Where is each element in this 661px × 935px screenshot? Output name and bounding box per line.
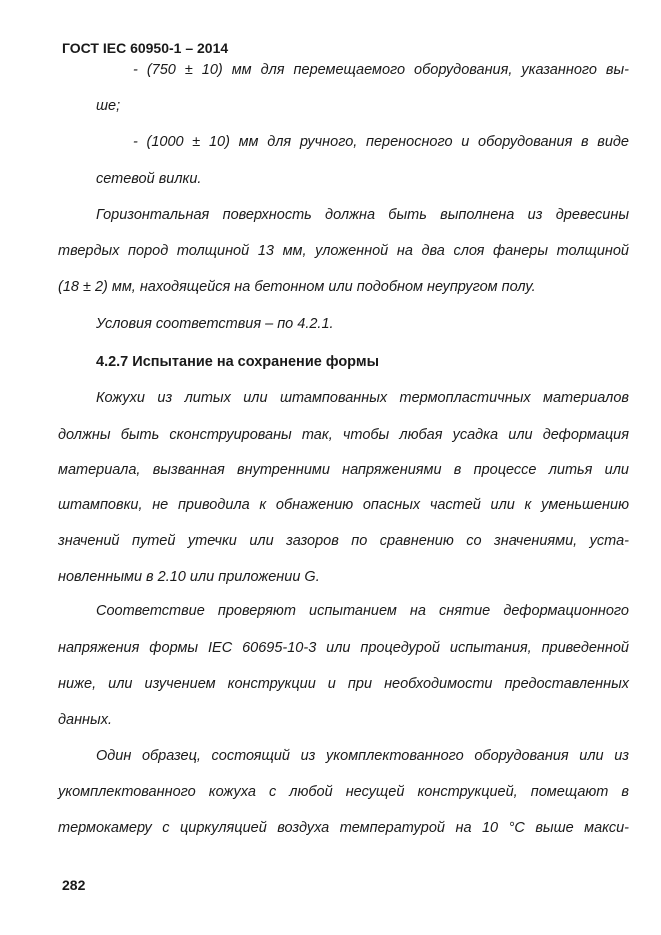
text-line: укомплектованного кожуха с любой несущей конструкцией, помещают в [58,784,629,800]
text-line: Горизонтальная поверхность должна быть выполнена из древесины [96,207,629,223]
text-line: (18 ± 2) мм, находящейся на бетонном или подобном неупругом полу. [58,279,536,295]
text-line: напряжения формы IEC 60695-10-3 или процедурой испытания, приведенной [58,640,629,656]
text-line: термокамеру с циркуляцией воздуха температурой на 10 °С выше макси- [58,820,629,836]
text-line: сетевой вилки. [96,171,202,187]
text-line: Соответствие проверяют испытанием на снятие деформационного [96,603,629,619]
text-line: штамповки, не приводила к обнажению опасных частей или к уменьшению [58,497,629,513]
text-line: данных. [58,712,112,728]
text-line: Один образец, состоящий из укомплектованного оборудования или из [96,748,629,764]
text-line: ниже, или изучением конструкции и при необходимости предоставленных [58,676,629,692]
text-line: - (750 ± 10) мм для перемещаемого оборудования, указанного вы- [133,62,629,78]
text-line: - (1000 ± 10) мм для ручного, переносного и оборудования в виде [133,134,629,150]
text-line: ше; [96,98,121,114]
text-line: должны быть сконструированы так, чтобы любая усадка или деформация [58,427,629,443]
text-line: Кожухи из литых или штампованных термопластичных материалов [96,390,629,406]
page-number: 282 [62,877,86,893]
text-line: твердых пород толщиной 13 мм, уложенной на два слоя фанеры толщиной [58,243,629,259]
text-line: материала, вызванная внутренними напряжениями в процессе литья или [58,462,629,478]
document-header: ГОСТ IEC 60950-1 – 2014 [62,40,229,56]
text-line: Условия соответствия – по 4.2.1. [96,316,334,332]
section-heading: 4.2.7 Испытание на сохранение формы [96,354,379,370]
text-line: новленными в 2.10 или приложении G. [58,569,320,585]
text-line: значений путей утечки или зазоров по сравнению со значениями, уста- [58,533,629,549]
